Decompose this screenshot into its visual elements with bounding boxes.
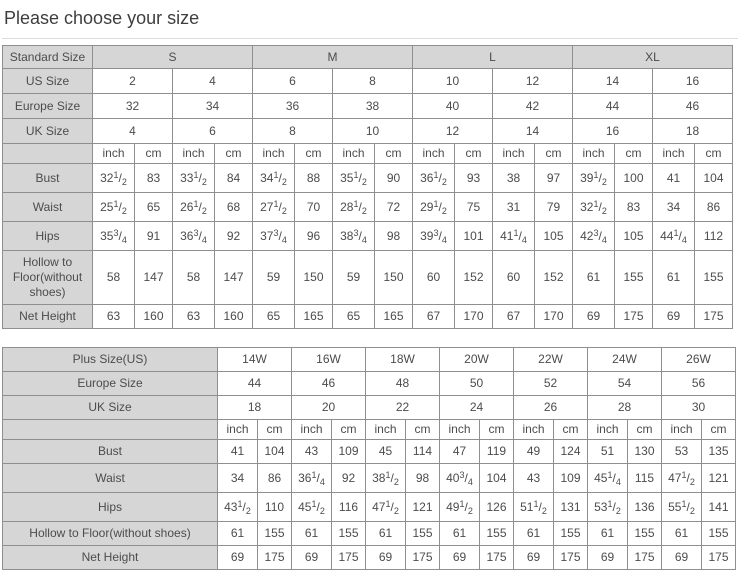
- size-value-cell: 10: [333, 119, 413, 144]
- unit-cell: inch: [366, 420, 406, 440]
- measure-row: [3, 251, 733, 305]
- size-value-cell: 6: [253, 69, 333, 94]
- measure-value-cell: 155: [406, 522, 440, 546]
- measure-value-cell: 65: [253, 305, 295, 329]
- unit-cell: cm: [455, 144, 493, 164]
- size-row: [3, 94, 733, 119]
- size-value-cell: 18: [653, 119, 733, 144]
- unit-cell: cm: [295, 144, 333, 164]
- unit-cell: inch: [493, 144, 535, 164]
- unit-cell: cm: [535, 144, 573, 164]
- row-label-cell: US Size: [3, 69, 93, 94]
- measure-value-cell: 104: [695, 164, 733, 193]
- measure-value-cell: 88: [295, 164, 333, 193]
- measure-value-cell: 131: [554, 493, 588, 522]
- measure-value-cell: 86: [258, 464, 292, 493]
- size-value-cell: 14: [573, 69, 653, 94]
- size-value-cell: 40: [413, 94, 493, 119]
- size-value-cell: 16: [653, 69, 733, 94]
- measure-value-cell: $33^1/_2$: [173, 164, 215, 193]
- size-group-cell: M: [253, 46, 413, 69]
- measure-value-cell: 170: [455, 305, 493, 329]
- measure-value-cell: $51^1/_2$: [514, 493, 554, 522]
- measure-value-cell: 58: [173, 251, 215, 305]
- measure-row: [3, 164, 733, 193]
- measure-value-cell: 155: [480, 522, 514, 546]
- measure-value-cell: $39^1/_2$: [573, 164, 615, 193]
- measure-value-cell: 175: [258, 546, 292, 570]
- row-label-cell: Europe Size: [3, 372, 218, 396]
- size-value-cell: 38: [333, 94, 413, 119]
- measure-value-cell: $45^1/_4$: [588, 464, 628, 493]
- measure-value-cell: 45: [366, 440, 406, 464]
- measure-value-cell: 83: [615, 193, 653, 222]
- measure-value-cell: 86: [695, 193, 733, 222]
- row-label-cell: Plus Size(US): [3, 348, 218, 372]
- measure-row: [3, 440, 736, 464]
- unit-cell: inch: [333, 144, 375, 164]
- row-label-cell: UK Size: [3, 119, 93, 144]
- size-group-cell: L: [413, 46, 573, 69]
- unit-row: [3, 420, 736, 440]
- measure-value-cell: 59: [253, 251, 295, 305]
- measure-value-cell: 83: [135, 164, 173, 193]
- measure-value-cell: $55^1/_2$: [662, 493, 702, 522]
- measure-value-cell: 61: [588, 522, 628, 546]
- size-value-cell: 20: [292, 396, 366, 420]
- measure-value-cell: 61: [292, 522, 332, 546]
- measure-value-cell: 155: [615, 251, 653, 305]
- measure-value-cell: $32^1/_2$: [93, 164, 135, 193]
- row-label-cell: Standard Size: [3, 46, 93, 69]
- measure-value-cell: 152: [455, 251, 493, 305]
- measure-value-cell: 141: [702, 493, 736, 522]
- measure-value-cell: 155: [695, 251, 733, 305]
- measure-value-cell: 155: [332, 522, 366, 546]
- size-row: [3, 372, 736, 396]
- size-value-cell: 36: [253, 94, 333, 119]
- measure-value-cell: $40^3/_4$: [440, 464, 480, 493]
- row-label-cell: Hips: [3, 222, 93, 251]
- measure-value-cell: 61: [440, 522, 480, 546]
- unit-cell: inch: [413, 144, 455, 164]
- measure-row: [3, 464, 736, 493]
- measure-value-cell: 160: [215, 305, 253, 329]
- unit-cell: cm: [702, 420, 736, 440]
- measure-value-cell: 110: [258, 493, 292, 522]
- size-value-cell: 20W: [440, 348, 514, 372]
- size-value-cell: 6: [173, 119, 253, 144]
- unit-cell: inch: [253, 144, 295, 164]
- measure-value-cell: 150: [295, 251, 333, 305]
- measure-value-cell: 61: [662, 522, 702, 546]
- measure-value-cell: 175: [628, 546, 662, 570]
- measure-value-cell: 160: [135, 305, 173, 329]
- size-value-cell: 48: [366, 372, 440, 396]
- measure-value-cell: 175: [332, 546, 366, 570]
- unit-cell: cm: [332, 420, 366, 440]
- row-label-cell: Net Height: [3, 305, 93, 329]
- measure-value-cell: $38^1/_2$: [366, 464, 406, 493]
- measure-value-cell: 124: [554, 440, 588, 464]
- measure-value-cell: 175: [695, 305, 733, 329]
- measure-value-cell: 98: [406, 464, 440, 493]
- size-group-cell: S: [93, 46, 253, 69]
- measure-value-cell: 100: [615, 164, 653, 193]
- measure-value-cell: $26^1/_2$: [173, 193, 215, 222]
- row-label-cell: Waist: [3, 193, 93, 222]
- size-value-cell: 30: [662, 396, 736, 420]
- unit-cell: cm: [258, 420, 292, 440]
- measure-value-cell: 90: [375, 164, 413, 193]
- measure-value-cell: 175: [615, 305, 653, 329]
- measure-value-cell: $39^3/_4$: [413, 222, 455, 251]
- size-value-cell: 54: [588, 372, 662, 396]
- size-value-cell: 56: [662, 372, 736, 396]
- size-row: [3, 348, 736, 372]
- measure-value-cell: $47^1/_2$: [662, 464, 702, 493]
- measure-value-cell: 115: [628, 464, 662, 493]
- unit-cell: cm: [554, 420, 588, 440]
- unit-cell: inch: [218, 420, 258, 440]
- row-label-cell: Waist: [3, 464, 218, 493]
- size-value-cell: 22: [366, 396, 440, 420]
- measure-value-cell: 155: [628, 522, 662, 546]
- size-value-cell: 18W: [366, 348, 440, 372]
- measure-value-cell: 175: [480, 546, 514, 570]
- measure-value-cell: 69: [514, 546, 554, 570]
- measure-value-cell: 65: [135, 193, 173, 222]
- measure-value-cell: 119: [480, 440, 514, 464]
- size-group-cell: XL: [573, 46, 733, 69]
- measure-value-cell: $37^3/_4$: [253, 222, 295, 251]
- measure-value-cell: 41: [653, 164, 695, 193]
- measure-value-cell: 98: [375, 222, 413, 251]
- measure-value-cell: 165: [375, 305, 413, 329]
- row-label-cell: UK Size: [3, 396, 218, 420]
- size-value-cell: 28: [588, 396, 662, 420]
- unit-row: [3, 144, 733, 164]
- unit-cell: cm: [615, 144, 653, 164]
- measure-value-cell: 61: [514, 522, 554, 546]
- unit-cell: inch: [662, 420, 702, 440]
- title-divider: [2, 38, 738, 39]
- size-value-cell: 24W: [588, 348, 662, 372]
- measure-value-cell: 67: [493, 305, 535, 329]
- unit-cell: inch: [93, 144, 135, 164]
- measure-value-cell: 69: [440, 546, 480, 570]
- measure-value-cell: 31: [493, 193, 535, 222]
- measure-value-cell: $45^1/_2$: [292, 493, 332, 522]
- measure-value-cell: $27^1/_2$: [253, 193, 295, 222]
- measure-row: [3, 305, 733, 329]
- row-label-cell: Hips: [3, 493, 218, 522]
- measure-value-cell: 130: [628, 440, 662, 464]
- measure-value-cell: 105: [535, 222, 573, 251]
- measure-value-cell: 121: [702, 464, 736, 493]
- measure-value-cell: 114: [406, 440, 440, 464]
- measure-value-cell: $53^1/_2$: [588, 493, 628, 522]
- measure-row: [3, 193, 733, 222]
- row-label-cell: [3, 420, 218, 440]
- measure-value-cell: $25^1/_2$: [93, 193, 135, 222]
- measure-value-cell: 49: [514, 440, 554, 464]
- row-label-cell: Europe Size: [3, 94, 93, 119]
- measure-value-cell: 68: [215, 193, 253, 222]
- unit-cell: inch: [292, 420, 332, 440]
- measure-value-cell: 101: [455, 222, 493, 251]
- unit-cell: cm: [406, 420, 440, 440]
- measure-value-cell: 60: [493, 251, 535, 305]
- row-label-cell: Net Height: [3, 546, 218, 570]
- row-label-cell: Hollow to Floor(without shoes): [3, 522, 218, 546]
- measure-value-cell: 47: [440, 440, 480, 464]
- size-value-cell: 46: [292, 372, 366, 396]
- unit-cell: inch: [514, 420, 554, 440]
- measure-value-cell: 175: [702, 546, 736, 570]
- measure-value-cell: $34^1/_2$: [253, 164, 295, 193]
- measure-value-cell: 61: [218, 522, 258, 546]
- measure-value-cell: 61: [653, 251, 695, 305]
- measure-value-cell: 97: [535, 164, 573, 193]
- measure-value-cell: 92: [215, 222, 253, 251]
- size-row: [3, 69, 733, 94]
- standard-size-table: [2, 45, 733, 329]
- unit-cell: cm: [628, 420, 662, 440]
- measure-value-cell: 63: [93, 305, 135, 329]
- size-value-cell: 46: [653, 94, 733, 119]
- size-value-cell: 34: [173, 94, 253, 119]
- measure-value-cell: 175: [406, 546, 440, 570]
- measure-row: [3, 546, 736, 570]
- size-value-cell: 18: [218, 396, 292, 420]
- unit-cell: cm: [135, 144, 173, 164]
- size-value-cell: 16: [573, 119, 653, 144]
- size-value-cell: 8: [333, 69, 413, 94]
- measure-value-cell: 65: [333, 305, 375, 329]
- row-label-cell: [3, 144, 93, 164]
- measure-value-cell: 121: [406, 493, 440, 522]
- unit-cell: cm: [375, 144, 413, 164]
- measure-value-cell: 63: [173, 305, 215, 329]
- measure-value-cell: $29^1/_2$: [413, 193, 455, 222]
- measure-value-cell: 67: [413, 305, 455, 329]
- measure-value-cell: 126: [480, 493, 514, 522]
- measure-value-cell: $36^3/_4$: [173, 222, 215, 251]
- measure-value-cell: 155: [702, 522, 736, 546]
- row-label-cell: Bust: [3, 164, 93, 193]
- measure-value-cell: $42^3/_4$: [573, 222, 615, 251]
- size-value-cell: 4: [93, 119, 173, 144]
- measure-value-cell: 105: [615, 222, 653, 251]
- measure-value-cell: 104: [258, 440, 292, 464]
- measure-value-cell: 69: [653, 305, 695, 329]
- size-value-cell: 8: [253, 119, 333, 144]
- measure-value-cell: 59: [333, 251, 375, 305]
- size-value-cell: 14W: [218, 348, 292, 372]
- measure-value-cell: 93: [455, 164, 493, 193]
- measure-value-cell: 155: [554, 522, 588, 546]
- size-row: [3, 396, 736, 420]
- measure-value-cell: 104: [480, 464, 514, 493]
- measure-value-cell: 70: [295, 193, 333, 222]
- measure-value-cell: 34: [653, 193, 695, 222]
- measure-value-cell: $35^3/_4$: [93, 222, 135, 251]
- measure-value-cell: $28^1/_2$: [333, 193, 375, 222]
- unit-cell: inch: [440, 420, 480, 440]
- row-label-cell: Bust: [3, 440, 218, 464]
- measure-value-cell: 61: [573, 251, 615, 305]
- measure-value-cell: $49^1/_2$: [440, 493, 480, 522]
- measure-row: [3, 522, 736, 546]
- size-value-cell: 22W: [514, 348, 588, 372]
- size-value-cell: 12: [413, 119, 493, 144]
- size-value-cell: 42: [493, 94, 573, 119]
- measure-value-cell: 51: [588, 440, 628, 464]
- unit-cell: inch: [588, 420, 628, 440]
- row-label-cell: Hollow to Floor(without shoes): [3, 251, 93, 305]
- measure-value-cell: 34: [218, 464, 258, 493]
- measure-value-cell: 96: [295, 222, 333, 251]
- measure-value-cell: $38^3/_4$: [333, 222, 375, 251]
- size-value-cell: 24: [440, 396, 514, 420]
- size-value-cell: 50: [440, 372, 514, 396]
- measure-value-cell: 116: [332, 493, 366, 522]
- measure-value-cell: 58: [93, 251, 135, 305]
- measure-value-cell: 147: [215, 251, 253, 305]
- measure-value-cell: $36^1/_2$: [413, 164, 455, 193]
- measure-value-cell: 69: [573, 305, 615, 329]
- unit-cell: cm: [480, 420, 514, 440]
- measure-value-cell: 150: [375, 251, 413, 305]
- size-value-cell: 44: [218, 372, 292, 396]
- plus-size-table: [2, 347, 736, 570]
- measure-value-cell: 43: [514, 464, 554, 493]
- measure-value-cell: 135: [702, 440, 736, 464]
- measure-row: [3, 493, 736, 522]
- size-value-cell: 44: [573, 94, 653, 119]
- measure-value-cell: 109: [554, 464, 588, 493]
- size-value-cell: 26W: [662, 348, 736, 372]
- size-value-cell: 10: [413, 69, 493, 94]
- measure-value-cell: 170: [535, 305, 573, 329]
- measure-value-cell: 75: [455, 193, 493, 222]
- group-header-row: [3, 46, 733, 69]
- measure-value-cell: 175: [554, 546, 588, 570]
- measure-value-cell: 69: [588, 546, 628, 570]
- measure-value-cell: $47^1/_2$: [366, 493, 406, 522]
- measure-value-cell: 69: [366, 546, 406, 570]
- measure-row: [3, 222, 733, 251]
- measure-value-cell: 69: [218, 546, 258, 570]
- measure-value-cell: 91: [135, 222, 173, 251]
- size-value-cell: 12: [493, 69, 573, 94]
- size-value-cell: 52: [514, 372, 588, 396]
- measure-value-cell: $43^1/_2$: [218, 493, 258, 522]
- unit-cell: inch: [653, 144, 695, 164]
- measure-value-cell: 92: [332, 464, 366, 493]
- size-value-cell: 32: [93, 94, 173, 119]
- measure-value-cell: 155: [258, 522, 292, 546]
- measure-value-cell: 136: [628, 493, 662, 522]
- measure-value-cell: 165: [295, 305, 333, 329]
- unit-cell: inch: [573, 144, 615, 164]
- measure-value-cell: $36^1/_4$: [292, 464, 332, 493]
- unit-cell: cm: [215, 144, 253, 164]
- measure-value-cell: 53: [662, 440, 702, 464]
- size-value-cell: 2: [93, 69, 173, 94]
- measure-value-cell: 72: [375, 193, 413, 222]
- size-value-cell: 16W: [292, 348, 366, 372]
- measure-value-cell: $44^1/_4$: [653, 222, 695, 251]
- unit-cell: cm: [695, 144, 733, 164]
- measure-value-cell: 112: [695, 222, 733, 251]
- measure-value-cell: 61: [366, 522, 406, 546]
- measure-value-cell: 69: [292, 546, 332, 570]
- unit-cell: inch: [173, 144, 215, 164]
- measure-value-cell: 152: [535, 251, 573, 305]
- measure-value-cell: 38: [493, 164, 535, 193]
- size-value-cell: 4: [173, 69, 253, 94]
- measure-value-cell: $41^1/_4$: [493, 222, 535, 251]
- measure-value-cell: 109: [332, 440, 366, 464]
- measure-value-cell: 41: [218, 440, 258, 464]
- size-value-cell: 26: [514, 396, 588, 420]
- measure-value-cell: $35^1/_2$: [333, 164, 375, 193]
- page-title: Please choose your size: [4, 8, 200, 28]
- measure-value-cell: $32^1/_2$: [573, 193, 615, 222]
- measure-value-cell: 147: [135, 251, 173, 305]
- size-row: [3, 119, 733, 144]
- measure-value-cell: 84: [215, 164, 253, 193]
- size-value-cell: 14: [493, 119, 573, 144]
- measure-value-cell: 60: [413, 251, 455, 305]
- measure-value-cell: 69: [662, 546, 702, 570]
- measure-value-cell: 79: [535, 193, 573, 222]
- measure-value-cell: 43: [292, 440, 332, 464]
